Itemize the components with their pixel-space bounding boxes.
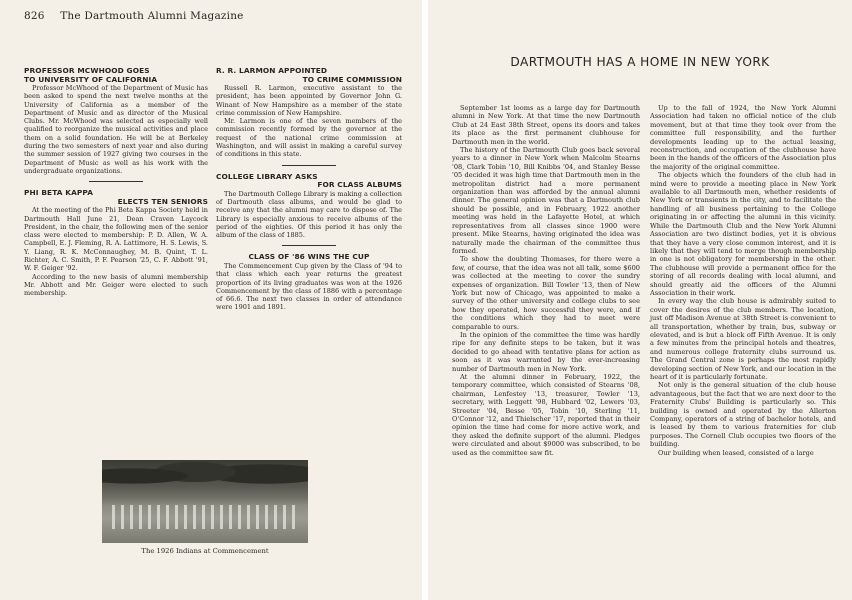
article-title: DARTMOUTH HAS A HOME IN NEW YORK — [510, 55, 770, 69]
article-paragraph: The Commencement Cup given by the Class of '94 to that class which each year returns the greatest proportion of its living graduates was won at the 1926 Commencement by the class of 1886 with a percentage of 66.6. The next two classes in order of attendance were 1901 and 1891. — [216, 261, 402, 312]
heading-line: COLLEGE LIBRARY ASKS — [216, 171, 318, 181]
heading-line: CLASS OF '86 WINS THE CUP — [248, 252, 370, 262]
left-column-2 — [216, 67, 402, 312]
photo-figures — [112, 505, 298, 529]
article-heading — [24, 189, 208, 206]
article-paragraph: Not only is the general situation of the club house advantageous, but the fact that we are next door to the Fraternity Clubs' Building is particularly so. This building is owned and operated by the Allerton Company, operators of a string of bachelor hotels, and is leased by them to various fraternities for club purposes. The Cornell Club occupies two floors of the building. — [650, 381, 836, 449]
magazine-title: The Dartmouth Alumni Magazine — [60, 10, 244, 22]
commencement-photo — [102, 460, 308, 543]
article-paragraph: Professor McWhood of the Department of Music has been asked to spend the next twelve months at the University of California as a member of the Department of Music and as director of the Musical Clubs. Mr. McWhood was selected as especially well qualified to reorganize the musical activities and place them on a solid foundation. He will be at Berkeley during the two semesters of next year and also during the summer session of 1927 giving two courses in the Department of Music as well as his work with the undergraduate organizations. — [24, 84, 208, 175]
article-paragraph: Our building when leased, consisted of a large — [658, 448, 814, 457]
heading-line: FOR CLASS ALBUMS — [317, 180, 402, 190]
article-paragraph: At the meeting of the Phi Beta Kappa Society held in Dartmouth Hall June 21, Dean Craven Laycock President, in the chair, the following men of the senior class were elected to membership: P. D. Allen, W. A. Campbell, E. J. Fleming, R. A. Lattimore, H. S. Lewis, S. Y. Liang, R. K. McConnaughey, M. B. Quint, T. L. Richter, A. C. Smith, P. F. Pearson '25, C. F. Abbott '91, W. F. Geiger '92. — [24, 206, 208, 273]
right-page — [428, 0, 852, 600]
photo-trees — [102, 460, 308, 500]
article-paragraph: September 1st looms as a large day for Dartmouth alumni in New York. At that time the new Dartmouth Club at 24 East 38th Street, opens its doors and takes its place as the first permanent clubhouse for Dartmouth men in the world. — [452, 104, 640, 146]
article-paragraph: At the alumni dinner in February, 1922, the temporary committee, which consisted of Stearns '08, chairman, Lenfestey '13, treasurer, Towler '13, secretary, with Leggett '98, Hubbard '02, Lewers '03, Streeter '04, Besse '05, Tobin '10, Sterling '11, O'Connor '12, and Thielscher '17, reported that in their opinion the time had come for more active work, and they asked the definite support of the alumni. Pledges were circulated and about $9000 was subscribed, to be used as the committee saw fit. — [452, 373, 640, 457]
heading-line: TO CRIME COMMISSION — [302, 74, 402, 84]
article-paragraph: In every way the club house is admirably suited to cover the desires of the club members. The location, just off Madison Avenue at 38th Street is convenient to all transportation, whether by train, bus, subway or elevated, and is but a block off Fifth Avenue. It is only a few minutes from the principal hotels and theatres, and numerous college fraternity clubs surround us. The Grand Central zone is perhaps the most rapidly developing section of New York, and our location in the heart of it is particularly fortunate. — [650, 297, 836, 381]
divider — [282, 165, 336, 166]
article-heading — [216, 67, 402, 84]
heading-line: R. R. LARMON APPOINTED — [216, 66, 328, 75]
article-paragraph: In the opinion of the committee the time was hardly ripe for any definite steps to be taken, but it was decided to go ahead with tentative plans for action as soon as it was warranted by the ever-increasing number of Dartmouth men in New York. — [452, 330, 640, 373]
article-paragraph: The Dartmouth College Library is making a collection of Dartmouth class albums, and would be glad to receive any that the alumni may care to dispose of. The Library is especially anxious to receive albums of the period of the eighties. Of this period it has only the album of the class of 1885. — [216, 189, 402, 240]
heading-line: ELECTS TEN SENIORS — [117, 196, 208, 206]
article-paragraph: According to the new basis of alumni membership Mr. Abbott and Mr. Geiger were elected to such membership. — [24, 272, 208, 298]
article-heading — [216, 253, 402, 262]
article-paragraph: The history of the Dartmouth Club goes back several years to a dinner in New York when Malcolm Stearns '08, Clark Tobin '10, Bill Knibbs '04, and Stanley Besse '05 decided it was high time that Dartmouth men in the metropolitan district had a more permanent organization than was afforded by the annual alumni dinner. The general opinion was that a Dartmouth club should be possible, and in February, 1922 another meeting was held in the Lafayette Hotel, at which representatives from all classes since 1900 were present. Mike Stearns, having originated the idea was naturally made the chairman of the committee thus formed. — [452, 146, 640, 255]
left-column-1 — [24, 67, 208, 298]
page-header — [24, 10, 244, 22]
left-page — [0, 0, 422, 600]
photo-caption: The 1926 Indians at Commencement — [141, 547, 269, 555]
page-number: 826 — [24, 10, 45, 22]
article-heading — [24, 67, 208, 84]
article-heading — [216, 173, 402, 190]
right-column-2 — [650, 104, 836, 457]
right-column-1 — [452, 104, 640, 457]
heading-line: PROFESSOR MCWHOOD GOES — [24, 66, 150, 75]
article-paragraph: Russell R. Larmon, executive assistant to the president, has been appointed by Governor John G. Winant of New Hampshire as a member of the state crime commission of New Hampshire. — [216, 84, 402, 117]
divider — [282, 245, 336, 246]
article-paragraph: The objects which the founders of the club had in mind were to provide a meeting place in New York available to all Dartmouth men, whether residents of New York or transients in the city, and to facilitate the handling of all business pertaining to the College originating in or affecting the alumni in this vicinity. While the Dartmouth Club and the New York Alumni Association are two distinct bodies, yet it is obvious that they have a very close common interest, and it is likely that they will tend to merge though membership in one is not obligatory for membership in the other. The clubhouse will provide a permanent office for the storing of all records dealing with local alumni, and should greatly aid the officers of the Alumni Association in their work. — [650, 171, 836, 297]
heading-line: PHI BETA KAPPA — [24, 188, 94, 198]
article-paragraph: Mr. Larmon is one of the seven members of the commission recently formed by the governor at the request of the national crime commission at Washington, and will assist in making a careful survey of conditions in this state. — [216, 117, 402, 159]
article-paragraph: Up to the fall of 1924, the New York Alumni Association had taken no official notice of the club movement, but at that time they took over from the committee full responsibility, and the further developments leading up to the actual leasing, reconstruction, and occupation of the clubhouse have been in the hands of the officers of the Association plus the majority of the original committee. — [650, 104, 836, 171]
divider — [89, 181, 143, 182]
heading-line: TO UNIVERSITY OF CALIFORNIA — [24, 74, 158, 84]
article-paragraph: To show the doubting Thomases, for there were a few, of course, that the idea was not all talk, some $600 was collected at the meeting to cover the sundry expenses of organization. Bill Towler '13, then of New York but now of Chicago, was appointed to make a survey of the other university and college clubs to see how they operated, how successful they were, and if the conditions which they had to meet were comparable to ours. — [452, 255, 640, 331]
